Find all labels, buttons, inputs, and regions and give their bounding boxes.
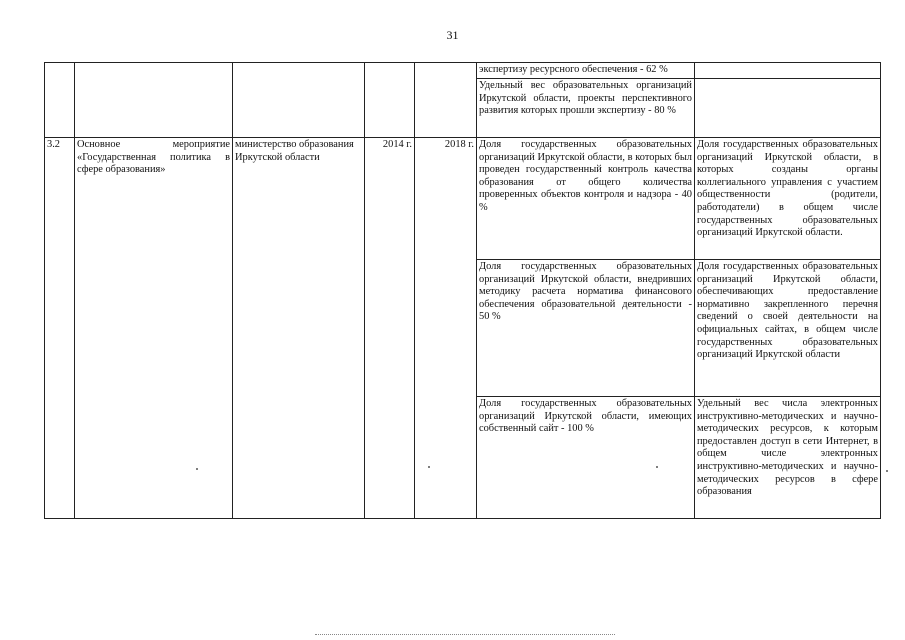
cell-target [695,63,881,79]
cell-executor: министерство образования Иркутской области [233,138,365,519]
cell-start [365,63,415,138]
scan-dot [196,468,198,470]
cell-name: Основное мероприятие «Государственная политика в сфере образования» [75,138,233,519]
cell-end [415,63,477,138]
cell-result: Удельный вес образовательных организаций Иркутской области, проекты перспективного развития которых прошли экспертизу - 80 % [477,79,695,138]
cell-num: 3.2 [45,138,75,519]
page-number: 31 [446,28,459,42]
cell-result: Доля государственных образовательных организаций Иркутской области, имеющих собственный сайт - 100 % [477,397,695,519]
cell-end: 2018 г. [415,138,477,519]
cell-result: Доля государственных образовательных организаций Иркутской области, внедривших методику расчета норматива финансового обеспечения образовательной деятельности - 50 % [477,260,695,397]
cell-target: Доля государственных образовательных организаций Иркутской области, в которых созданы органы коллегиального управления с участием общественности (родители, работодатели) в общем числе государственных образовательных организаций Иркутской области. [695,138,881,260]
scan-dot [428,466,430,468]
cell-num [45,63,75,138]
table-row [45,63,881,79]
cell-name [75,63,233,138]
cell-target: Доля государственных образовательных организаций Иркутской области, обеспечивающих предоставление нормативно закрепленного перечня сведений о своей деятельности на официальных сайтах, в общем числе государственных образовательных организаций Иркутской области [695,260,881,397]
cell-executor [233,63,365,138]
cell-start: 2014 г. [365,138,415,519]
scan-edge-line [315,634,615,636]
cell-result: Доля государственных образовательных организаций Иркутской области, в которых был проведен государственный контроль качества образования от общего количества проверенных объектов контроля и надзора - 40 % [477,138,695,260]
scan-dot [656,466,658,468]
table-row [45,138,881,260]
scan-dot [886,470,888,472]
cell-target: Удельный вес числа электронных инструктивно-методических и научно-методических ресурсов, к которым предоставлен доступ в сети Интернет, в общем числе электронных инструктивно-методических и научно-методических ресурсов в сфере образования [695,397,881,519]
program-table [44,62,881,519]
cell-target [695,79,881,138]
cell-result: экспертизу ресурсного обеспечения - 62 % [477,63,695,79]
